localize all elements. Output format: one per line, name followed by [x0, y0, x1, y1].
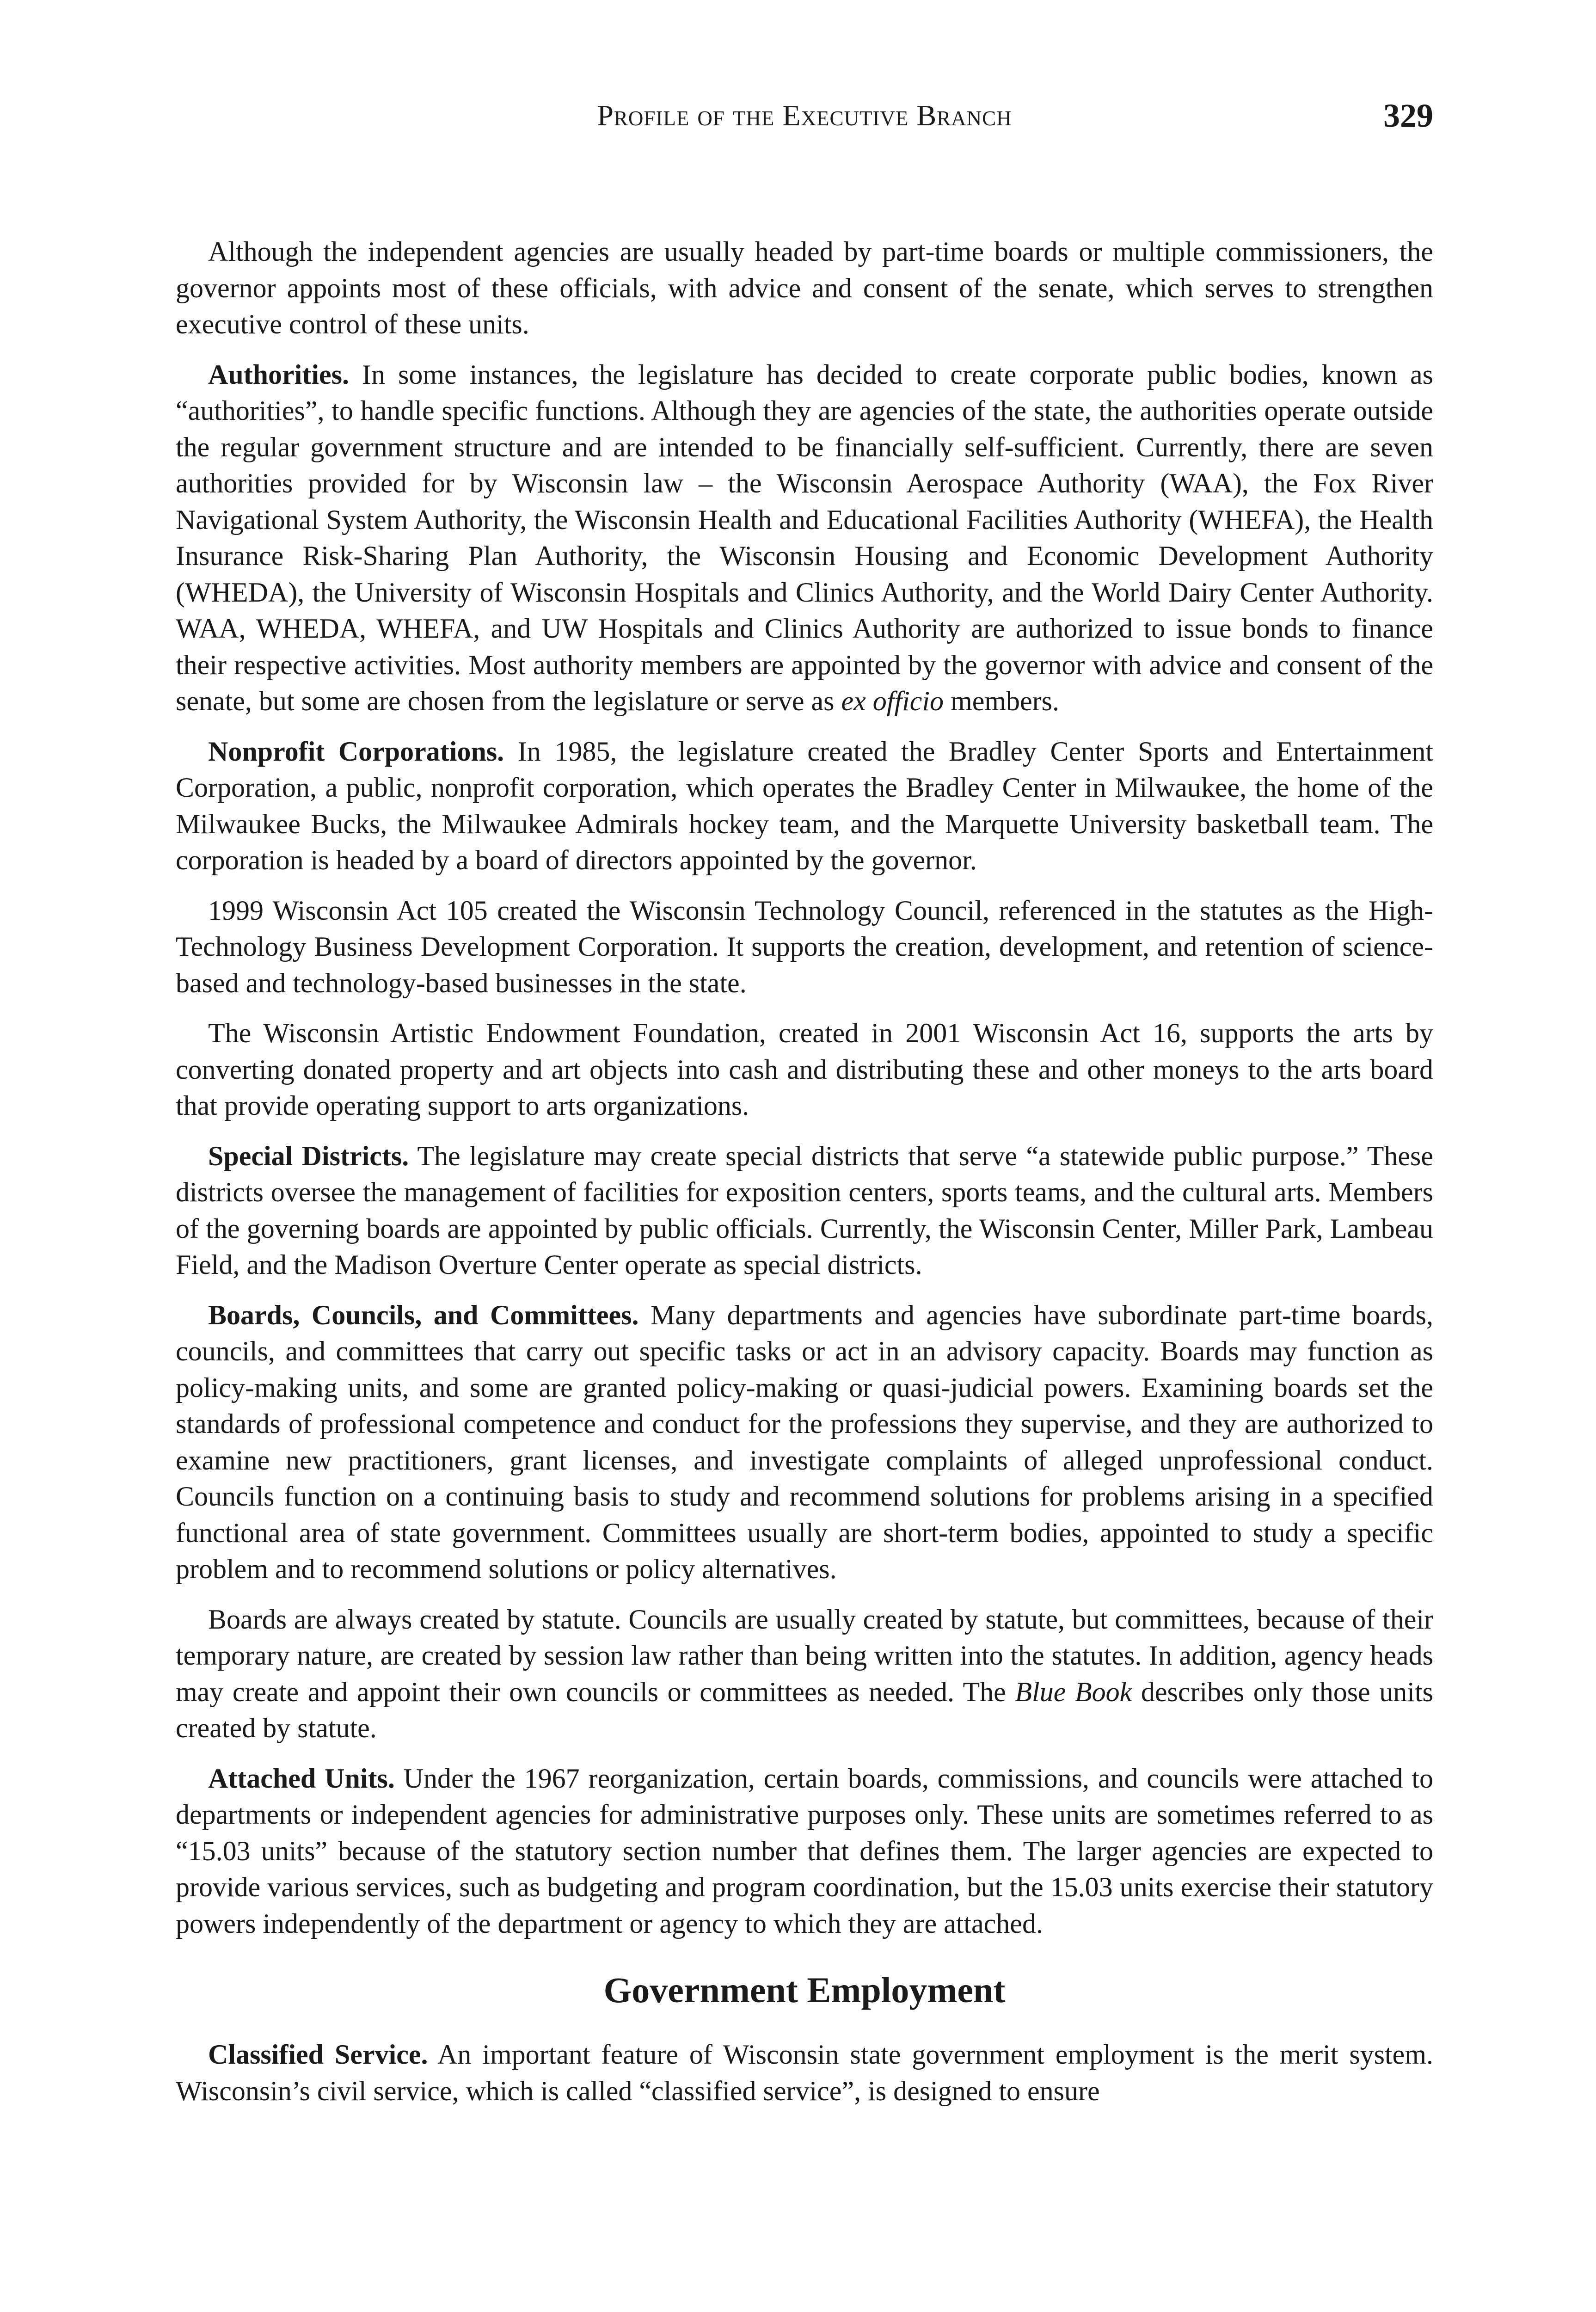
- run-in-heading-special-districts: Special Districts.: [208, 1140, 409, 1171]
- paragraph-text: Although the independent agencies are usually headed by part-time boards or multiple commissioners, the governor appoints most of these officials, with advice and consent of the senate, which serves to strengthen executive control of these units.: [176, 236, 1433, 339]
- paragraph-text: In some instances, the legislature has decided to create corporate public bodies, known as “authorities”, to handle specific functions. Although they are agencies of the state, the authorities operate outside the regular government structure and are intended to be financially self-sufficient. Currently, there are seven authorities provided for by Wisconsin law – the Wisconsin Aerospace Authority (WAA), the Fox River Navigational System Authority, the Wisconsin Health and Educational Facilities Authority (WHEFA), the Health Insurance Risk-Sharing Plan Authority, the Wisconsin Housing and Economic Development Authority (WHEDA), the University of Wisconsin Hospitals and Clinics Authority, and the World Dairy Center Authority. WAA, WHEDA, WHEFA, and UW Hospitals and Clinics Authority are authorized to issue bonds to finance their respective activities. Most authority members are appointed by the governor with advice and consent of the senate, but some are chosen from the legislature or serve as: [176, 359, 1433, 716]
- paragraph-nonprofit-corporations: [176, 733, 1433, 879]
- run-in-heading-boards: Boards, Councils, and Committees.: [208, 1299, 639, 1330]
- paragraph-text: Many departments and agencies have subordinate part-time boards, councils, and committees that carry out specific tasks or act in an advisory capacity. Boards may function as policy-making units, and some are granted policy-making or quasi-judicial powers. Examining boards set the standards of professional competence and conduct for the professions they supervise, and they are authorized to examine new practitioners, grant licenses, and investigate complaints of alleged unprofessional conduct. Councils function on a continuing basis to study and recommend solutions for problems arising in a specified functional area of state government. Committees usually are short-term bodies, appointed to study a specific problem and to recommend solutions or policy alternatives.: [176, 1299, 1434, 1584]
- run-in-heading-authorities: Authorities.: [208, 359, 349, 390]
- section-heading: Government Employment: [603, 1970, 1006, 2010]
- paragraph-text: Boards are always created by statute. Councils are usually created by statute, but committees, because of their temporary nature, are created by session law rather than being written into the statutes. In addition, agency heads may create and appoint their own councils or committees as needed. The: [176, 1604, 1433, 1707]
- paragraph-special-districts: [176, 1138, 1433, 1283]
- paragraph-text: The Wisconsin Artistic Endowment Foundation, created in 2001 Wisconsin Act 16, supports the arts by converting donated property and art objects into cash and distributing these and other moneys to the arts board that provide operating support to arts organizations.: [176, 1018, 1433, 1121]
- paragraph-technology-council: [176, 892, 1433, 1002]
- paragraph-boards-councils: [176, 1297, 1433, 1587]
- paragraph-text: 1999 Wisconsin Act 105 created the Wisconsin Technology Council, referenced in the statutes as the High-Technology Business Development Corporation. It supports the creation, development, and retention of science-based and technology-based businesses in the state.: [176, 895, 1433, 998]
- paragraph-text: The legislature may create special districts that serve “a statewide public purpose.” These districts oversee the management of facilities for exposition centers, sports teams, and the cultural arts. Members of the governing boards are appointed by public officials. Currently, the Wisconsin Center, Miller Park, Lambeau Field, and the Madison Overture Center operate as special districts.: [176, 1140, 1433, 1280]
- running-header: [176, 95, 1433, 136]
- paragraph-text: Under the 1967 reorganization, certain boards, commissions, and councils were attached to departments or independent agencies for administrative purposes only. These units are sometimes referred to as “15.03 units” because of the statutory section number that defines them. The larger agencies are expected to provide various services, such as budgeting and program coordination, but the 15.03 units exercise their statutory powers independently of the department or agency to which they are attached.: [176, 1763, 1434, 1939]
- paragraph-artistic-endowment: [176, 1015, 1433, 1124]
- page-number: 329: [1383, 97, 1433, 134]
- paragraph-text: An important feature of Wisconsin state government employment is the merit system. Wisconsin’s civil service, which is called “classified service”, is designed to ensure: [176, 2039, 1433, 2106]
- paragraph-text: In 1985, the legislature created the Bradley Center Sports and Entertainment Corporation, a public, nonprofit corporation, which operates the Bradley Center in Milwaukee, the home of the Milwaukee Bucks, the Milwaukee Admirals hockey team, and the Marquette University basketball team. The corporation is headed by a board of directors appointed by the governor.: [176, 736, 1433, 875]
- paragraph-attached-units: [176, 1760, 1433, 1942]
- paragraph-authorities: [176, 357, 1433, 719]
- paragraph-text-tail: describes only those units created by statute.: [176, 1676, 1433, 1743]
- paragraph-classified-service: [176, 2036, 1433, 2109]
- run-in-heading-attached-units: Attached Units.: [208, 1763, 395, 1794]
- italic-term: ex officio: [841, 686, 944, 716]
- paragraph-boards-statute: [176, 1601, 1433, 1746]
- italic-title: Blue Book: [1015, 1676, 1132, 1707]
- run-in-heading-classified-service: Classified Service.: [208, 2039, 428, 2070]
- paragraph-text-tail: members.: [944, 686, 1059, 716]
- paragraph-independent-agencies: [176, 234, 1433, 343]
- header-title: Profile of the Executive Branch: [597, 99, 1012, 132]
- run-in-heading-nonprofit: Nonprofit Corporations.: [208, 736, 504, 767]
- body-text: [176, 234, 1433, 2123]
